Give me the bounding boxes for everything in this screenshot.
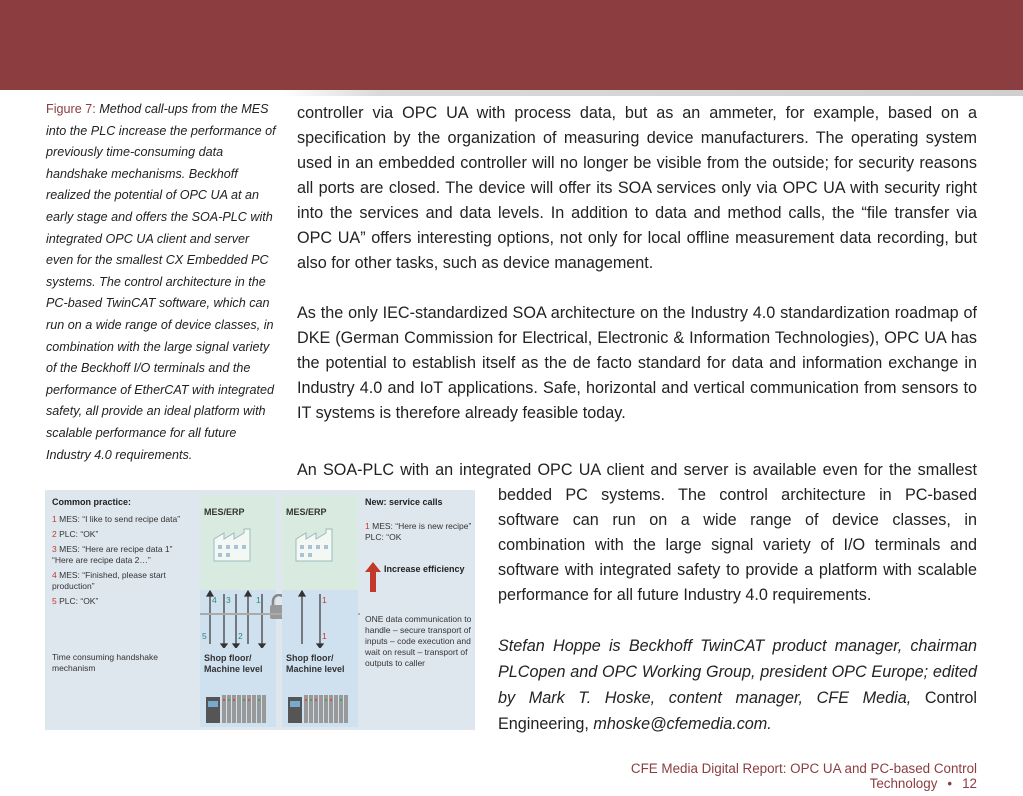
figure-diagram [45,490,475,730]
arrow-label: 1 [256,595,261,605]
author-email[interactable]: mhoske@cfemedia.com. [593,715,772,733]
page-footer [540,761,977,791]
paragraph-3-first-line: An SOA-PLC with an integrated OPC UA client and server is available even for the smallest [297,461,977,479]
left-step: 2 PLC: “OK” [52,529,99,539]
page-number: 12 [962,776,977,791]
paragraph-2: As the only IEC-standardized SOA architecture on the Industry 4.0 standardization roadmap of DKE (German Commission for Electrical, Electronic & Information Technologies), OPC UA has the potential to establish itself as the de facto standard for data and information exchange in Industry 4.0 and IoT applications. Safe, horizontal and vertical communication from sensors to IT systems is therefore already feasible today. [297,304,977,422]
figure-label: Figure 7: [46,102,96,116]
mes-erp-label: MES/ERP [204,507,245,517]
left-step: 4 MES: “Finished, please start production” [52,570,166,591]
right-heading: New: service calls [365,497,443,507]
plc-hardware-icon [206,693,270,725]
up-arrow-icon [365,562,381,592]
left-steps [52,514,194,611]
right-step: 1 MES: “Here is new recipe” PLC: “OK [365,521,472,542]
figure-caption [46,99,276,466]
footer-title: CFE Media Digital Report: OPC UA and PC-based Control Technology [630,761,977,791]
column-common [200,495,276,727]
footer-bullet: • [947,776,953,791]
left-step: 1 MES: “I like to send recipe data” [52,514,181,524]
figure-right-panel [362,490,475,730]
mes-erp-label: MES/ERP [286,507,327,517]
factory-icon [294,525,344,563]
arrow-label: 1 [322,631,327,641]
header-bar [0,0,1023,90]
left-step: 3 MES: “Here are recipe data 1” “Here are recipe data 2…” [52,544,173,565]
shop-floor-label: Shop floor/ Machine level [204,653,263,674]
arrow-label: 4 [212,595,217,605]
caption-text: Method call-ups from the MES into the PLC increase the performance of previously time-consuming data handshake mechanisms. Beckhoff realized the potential of OPC UA at an early stage and offers the SOA-PLC with integrated OPC UA client and server even for the smallest CX Embedded PC systems. The control architecture in the PC-based TwinCAT software, which can run on a wide range of device classes, in combination with the large signal variety of the Beckhoff I/O terminals and the performance of EtherCAT with integrated safety, all provide an ideal platform with scalable performance for all future Industry 4.0 requirements. [46,102,276,462]
header-rule [0,90,1023,96]
figure-left-panel [45,490,197,730]
arrow-label: 3 [226,595,231,605]
paragraph-3-rest: bedded PC systems. The control architecture in PC-based software can run on a wide range of device classes, in combination with the large signal variety of I/O terminals and software with integrated safety to provide a platform with scalable performance for all future Industry 4.0 requirements. [498,486,977,604]
article-body [297,101,977,451]
column-service-calls [282,495,358,727]
arrow-label: 1 [322,595,327,605]
publication-name: Control Engineering, [498,689,978,733]
plc-hardware-icon [288,693,352,725]
left-step: 5 PLC: “OK” [52,596,99,606]
paragraph-1: controller via OPC UA with process data, but as an ammeter, for example, based on a specification by the organization of measuring device manufacturers. The operating system used in an embedded controller will no longer be visible from the outside; for security reasons all ports are closed. The device will offer its SOA services only via OPC UA with security right into the services and data levels. In addition to data and method calls, the “file transfer via OPC UA” offers interesting options, not only for local offline measurement data recording, but also for other tasks, such as device management. [297,104,977,272]
author-bio [498,633,977,737]
service-call-arrows [282,590,358,648]
left-heading: Common practice: [52,497,132,507]
left-note: Time consuming handshake mechanism [52,652,158,673]
factory-icon [212,525,262,563]
author-italic: Stefan Hoppe is Beckhoff TwinCAT product manager, chairman PLCopen and OPC Working Group, president OPC Europe; edited by Mark T. Hoske, content manager, CFE Media, [498,637,977,707]
arrow-label: 5 [202,631,207,641]
right-note: ONE data communication to handle – secure transport of inputs – code execution and wait on result – transport of outputs to caller [365,614,472,668]
arrow-label: 2 [238,631,243,641]
increase-efficiency: Increase efficiency [384,564,465,574]
shop-floor-label: Shop floor/ Machine level [286,653,345,674]
